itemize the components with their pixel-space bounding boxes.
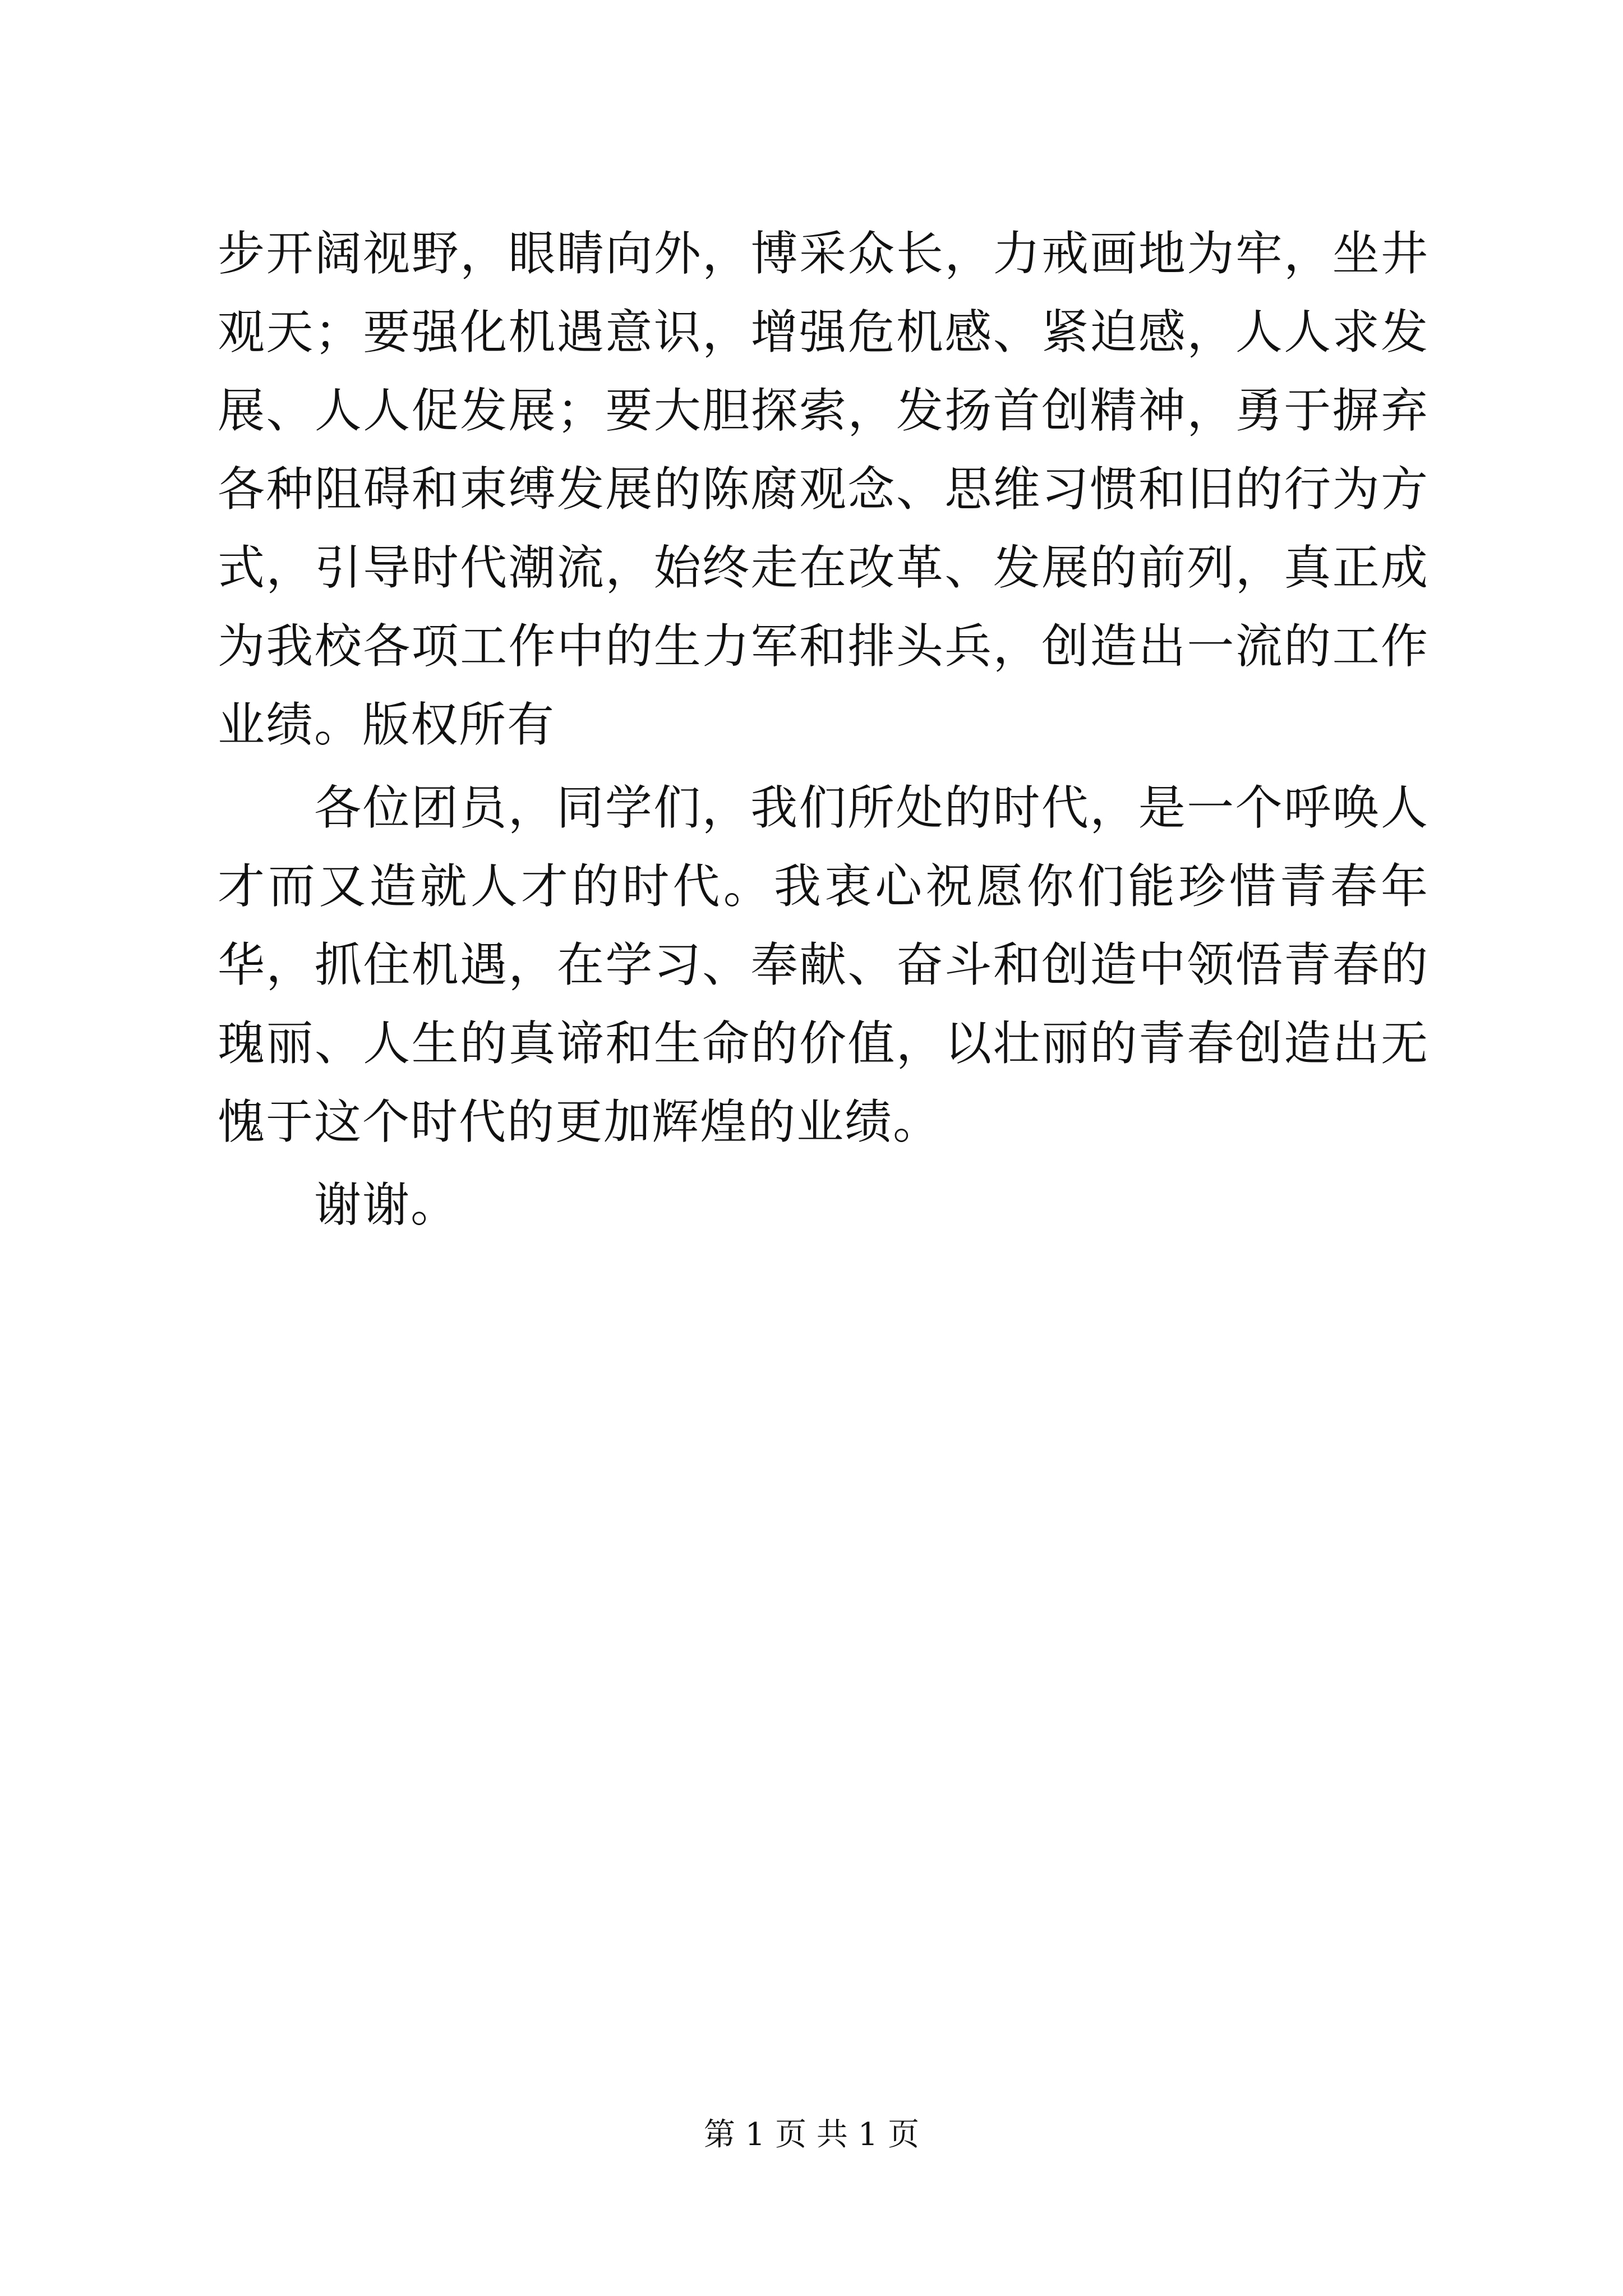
paragraph-continuation: 步开阔视野，眼睛向外，博采众长，力戒画地为牢，坐井观天；要强化机遇意识，增强危机感、紧迫感，人人求发展、人人促发展；要大胆探索，发扬首创精神，勇于摒弃各种阻碍和束缚发展的陈腐观念、思维习惯和旧的行为方式，引导时代潮流，始终走在改革、发展的前列，真正成为我校各项工作中的生力军和排头兵，创造出一流的工作业绩。版权所有 <box>218 226 1429 752</box>
paragraph-thanks: 谢谢。 <box>314 1177 459 1232</box>
paragraph-closing-wishes: 各位团员，同学们，我们所处的时代，是一个呼唤人才而又造就人才的时代。我衷心祝愿你们能珍惜青春年华，抓住机遇，在学习、奉献、奋斗和创造中领悟青春的瑰丽、人生的真谛和生命的价值，以壮丽的青春创造出无愧于这个时代的更加辉煌的业绩。 <box>218 780 1429 1149</box>
document-body <box>218 214 1429 1244</box>
page-footer: 第 1 页 共 1 页 <box>703 2116 920 2153</box>
